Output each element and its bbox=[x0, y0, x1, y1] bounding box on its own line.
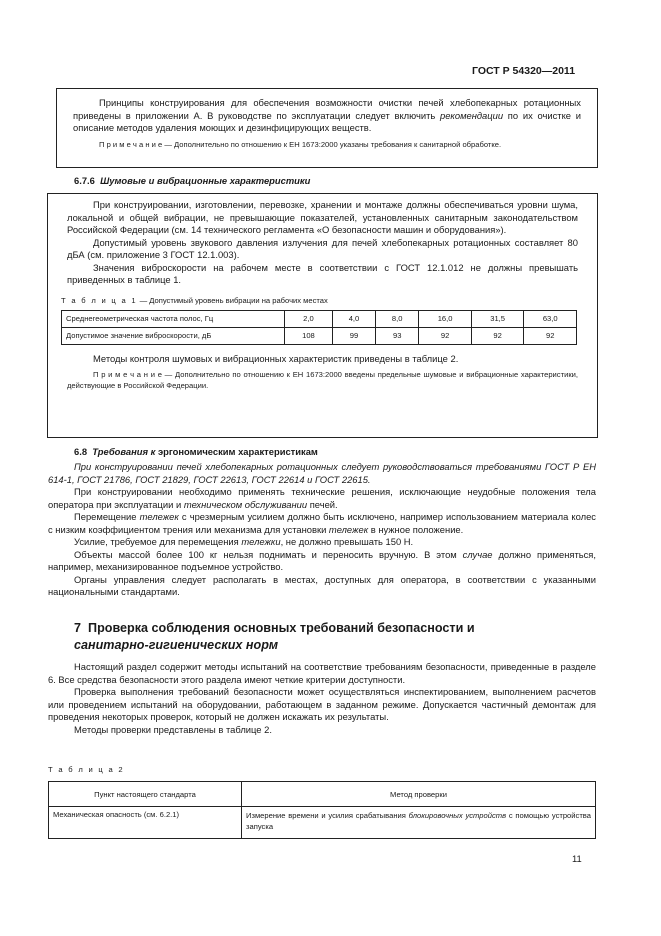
table-cell: 92 bbox=[524, 327, 577, 344]
table-cell: 2,0 bbox=[285, 310, 333, 327]
table-cell: 108 bbox=[285, 327, 333, 344]
sanitation-note: П р и м е ч а н и е — Дополнительно по отношению к ЕН 1673:2000 указаны требования к санитарной обработке. bbox=[99, 139, 502, 149]
ergonomics-paragraph-4: Усилие, требуемое для перемещения тележки, не должно превышать 150 Н. bbox=[74, 536, 414, 547]
ergonomics-paragraph-6: Органы управления следует располагать в местах, доступных для оператора, в соответствии с указанными национальными стандартами. bbox=[48, 573, 596, 597]
table-row bbox=[49, 807, 596, 839]
table-header-row bbox=[49, 782, 596, 807]
table-cell: 4,0 bbox=[332, 310, 375, 327]
table-cell: Среднегеометрическая частота полос, Гц bbox=[62, 310, 285, 327]
ergonomics-paragraph-2: При конструировании необходимо применять технические решения, исключающие неудобные положения тела оператора при эксплуатации и техническом обслуживании печей. bbox=[48, 486, 596, 510]
table-cell: 99 bbox=[332, 327, 375, 344]
noise-paragraph-1: При конструировании, изготовлении, перевозке, хранении и монтаже должны обеспечиваться уровни шума, локальной и общей вибрации, не превышающие показателей, установленных санитарным законодательством Российской Федерации (см. 14 технического регламента «О безопасности машин и оборудования»). bbox=[67, 199, 578, 235]
table2-caption: Т а б л и ц а 2 bbox=[48, 765, 125, 774]
ergonomics-paragraph-5: Объекты массой более 100 кг нельзя поднимать и переносить вручную. В этом случае должно применяться, например, механизированное подъемное устройство. bbox=[48, 548, 596, 572]
section-68 bbox=[48, 446, 596, 599]
noise-paragraph-2: Допустимый уровень звукового давления излучения для печей хлебопекарных ротационных составляет 80 дБА (см. приложение 3 ГОСТ 12.1.003). bbox=[67, 236, 578, 260]
ergonomics-paragraph-3: Перемещение тележек с чрезмерным усилием должно быть исключено, например использованием материала колес с низким коэффициентом трения или механизма для установки тележек в нужное положение. bbox=[48, 511, 596, 535]
ergonomics-paragraph-1: При конструировании печей хлебопекарных ротационных следует руководствоваться требованиями ГОСТ Р ЕН 614-1, ГОСТ 21786, ГОСТ 21829, ГОСТ 22613, ГОСТ 22614 и ГОСТ 22615. bbox=[48, 461, 596, 485]
table1-caption: Т а б л и ц а 1 — Допустимый уровень вибрации на рабочих местах bbox=[61, 295, 328, 305]
table-cell: Механическая опасность (см. 6.2.1) bbox=[49, 807, 242, 839]
table-row bbox=[62, 310, 577, 327]
table-cell: Допустимое значение виброскорости, дБ bbox=[62, 327, 285, 344]
table-cell: 63,0 bbox=[524, 310, 577, 327]
table-header-cell: Пункт настоящего стандарта bbox=[49, 782, 242, 807]
table-cell: 92 bbox=[471, 327, 524, 344]
section-7-heading: 7 Проверка соблюдения основных требований безопасности и санитарно-гигиенических норм bbox=[74, 621, 475, 652]
table-header-cell: Метод проверки bbox=[242, 782, 596, 807]
sanitation-paragraph: Принципы конструирования для обеспечения возможности очистки печей хлебопекарных ротационных приведены в приложении А. В руководстве по эксплуатации следует включить рекомендации по их очистке и описание методов удаления моющих и дезинфицирующих веществ. bbox=[73, 97, 581, 133]
vibration-table bbox=[61, 310, 577, 345]
noise-note: П р и м е ч а н и е — Дополнительно по отношению к ЕН 1673:2000 введены предельные шумовые и вибрационные характеристики, действующие в Российской Федерации. bbox=[67, 370, 578, 391]
noise-paragraph-3: Значения виброскорости на рабочем месте в соответствии с ГОСТ 12.1.012 не должны превышать приведенных в таблице 1. bbox=[67, 261, 578, 285]
table-cell: 93 bbox=[376, 327, 419, 344]
table-cell: Измерение времени и усилия срабатывания блокировочных устройств с помощью устройства запуска bbox=[242, 807, 596, 839]
section-676-heading: 6.7.6 Шумовые и вибрационные характеристики bbox=[74, 175, 311, 186]
verification-paragraph-3: Методы проверки представлены в таблице 2. bbox=[74, 723, 272, 735]
verification-paragraph-2: Проверка выполнения требований безопасности может осуществляться инспектированием, выполнением расчетов или проведением испытаний на оборудовании, работающем в заданном режиме. Допускается частичный демонтаж для проведения некоторых проверок, который не должен искажать их результаты. bbox=[48, 686, 596, 722]
noise-paragraph-4: Методы контроля шумовых и вибрационных характеристик приведены в таблице 2. bbox=[93, 352, 459, 364]
sanitation-box bbox=[56, 88, 598, 168]
table-row bbox=[62, 327, 577, 344]
table-cell: 31,5 bbox=[471, 310, 524, 327]
table-cell: 16,0 bbox=[419, 310, 472, 327]
table-cell: 8,0 bbox=[376, 310, 419, 327]
section-68-heading: 6.8 Требования к эргономическим характеристикам bbox=[74, 446, 318, 457]
verification-paragraph-1: Настоящий раздел содержит методы испытаний на соответствие требованиям безопасности, приведенные в разделе 6. Все средства безопасности этого раздела имеют четкие критерии доступности. bbox=[48, 661, 596, 685]
page-number: 11 bbox=[572, 853, 582, 864]
table-cell: 92 bbox=[419, 327, 472, 344]
noise-vibration-box bbox=[47, 193, 598, 438]
document-code: ГОСТ Р 54320—2011 bbox=[472, 65, 576, 77]
section-7 bbox=[48, 620, 596, 736]
verification-table bbox=[48, 781, 596, 839]
